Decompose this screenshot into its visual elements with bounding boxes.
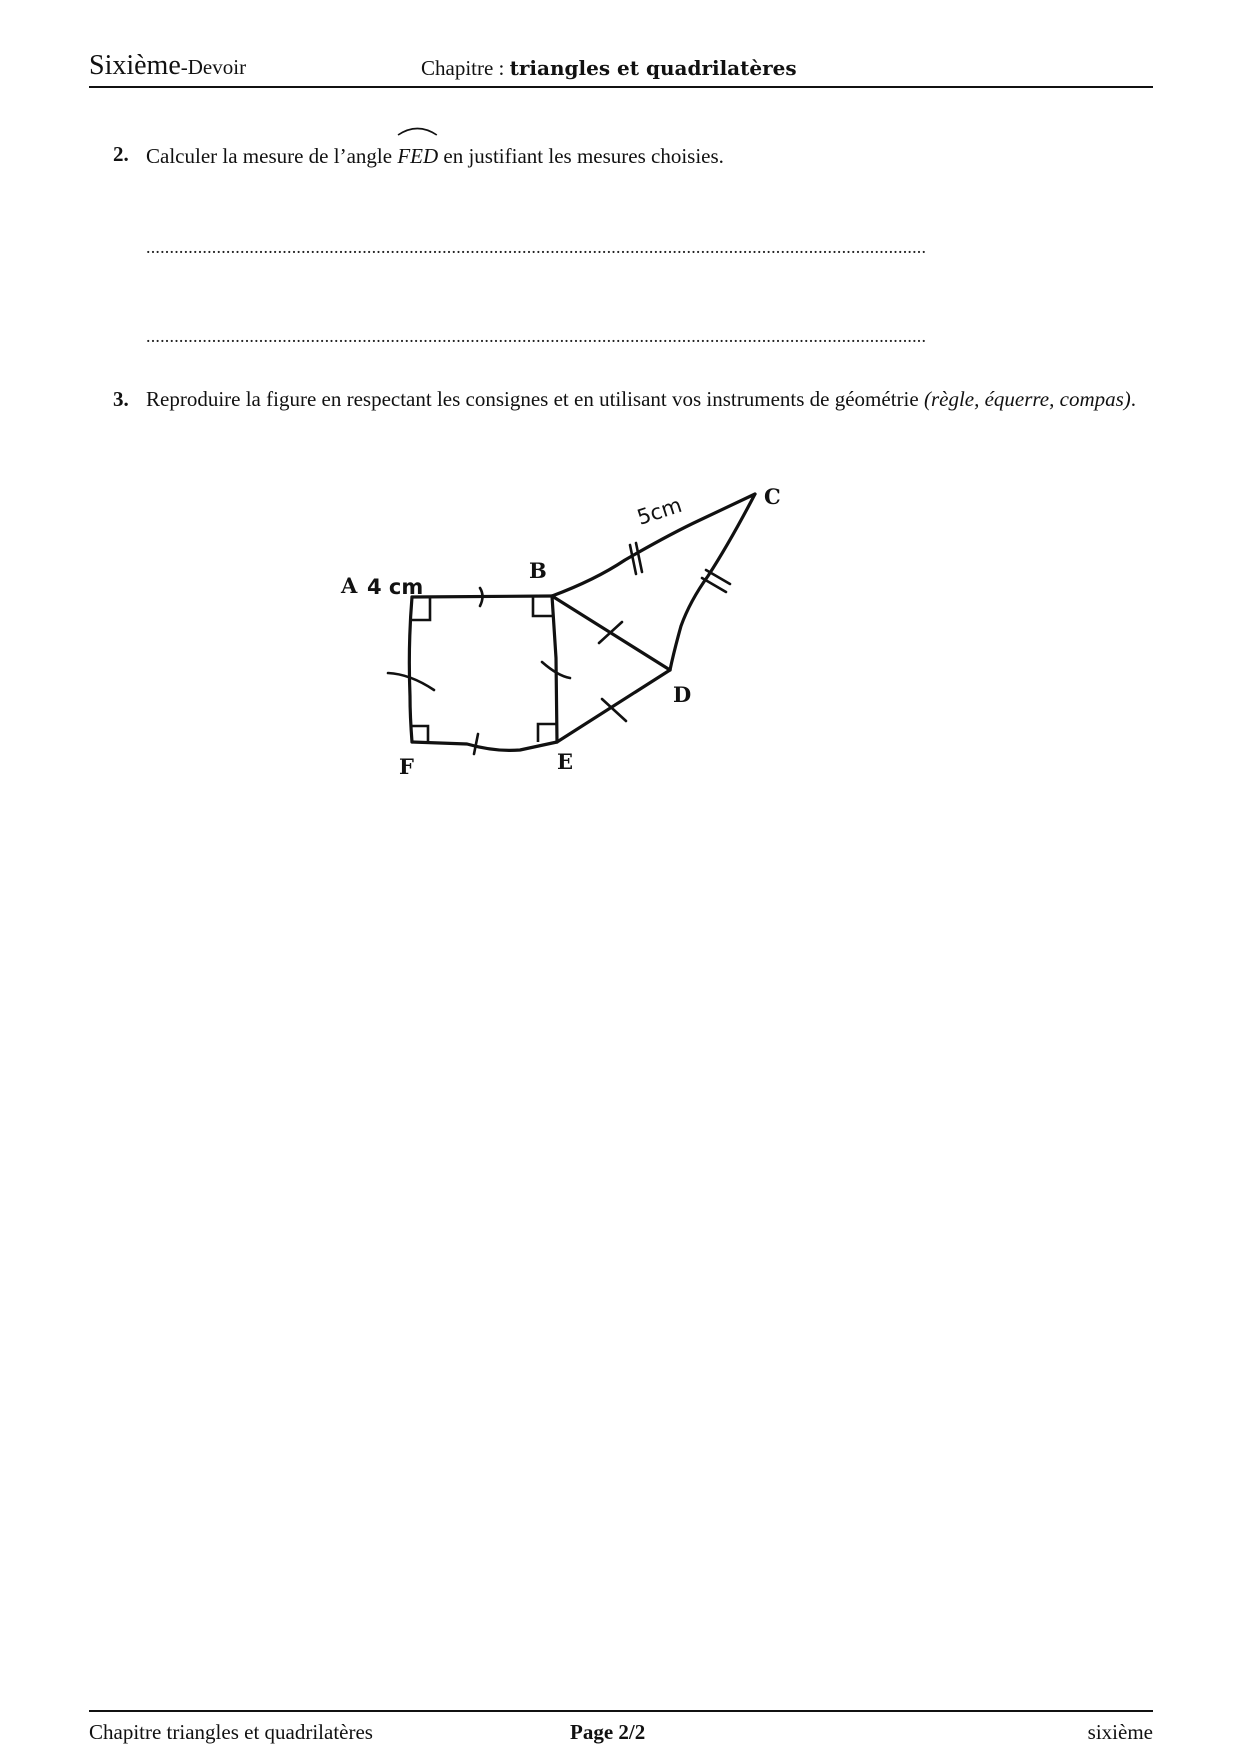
question-text-before: Calculer la mesure de l’angle [146,144,398,168]
right-angle-f [412,726,428,742]
label-a: A [341,573,358,598]
question-text [146,132,1153,178]
right-angle-b [533,596,552,616]
page-footer [89,1710,1153,1752]
tick-bc-1 [630,545,636,574]
question-2 [89,132,1153,178]
angle-fed [397,132,438,178]
question-number: 3. [113,387,129,411]
header-chapter-prefix: Chapitre : [421,56,510,80]
tick-bd [599,622,622,643]
label-d: D [673,682,692,707]
length-bc: 5cm [634,492,685,530]
geometry-figure [341,476,800,796]
footer-level: sixième [1087,1720,1153,1744]
right-angle-a [412,597,430,620]
label-b: B [529,558,547,583]
answer-line-1[interactable]: ...................................................................................................................................................................... [146,237,927,257]
label-e: E [557,749,574,774]
page-header [89,50,1153,88]
footer-chapter: Chapitre triangles et quadrilatères [89,1720,373,1744]
question-text-after: en justifiant les mesures choisies. [438,144,724,168]
angle-hat-icon [397,124,438,136]
header-level-small: -Devoir [180,55,247,79]
question-3 [89,377,1153,421]
segment-fe [412,742,557,750]
footer-page-number: Page 2/2 [570,1720,646,1744]
question-end: . [1130,387,1137,411]
question-number: 2. [113,142,129,166]
question-instruction: Reproduire la figure en respectant les consignes et en utilisant vos instruments de géométrie [146,387,924,411]
answer-line-2[interactable]: ...................................................................................................................................................................... [146,326,927,346]
segment-ed [557,670,670,742]
length-ab: 4 cm [367,575,424,599]
question-text [146,377,1153,421]
segment-af [409,597,412,742]
label-f: F [399,754,414,779]
right-angle-e [538,724,557,742]
tick-fe [474,734,478,754]
label-c: C [764,484,781,509]
header-level-big: Sixième [89,50,181,81]
angle-name: FED [397,144,439,168]
header-chapter [421,56,797,81]
segment-cd [670,494,755,670]
tick-bc-2 [636,543,642,572]
header-level [89,50,246,82]
question-instruments: (règle, équerre, compas) [923,387,1131,411]
header-chapter-title: triangles et quadrilatères [509,56,797,80]
